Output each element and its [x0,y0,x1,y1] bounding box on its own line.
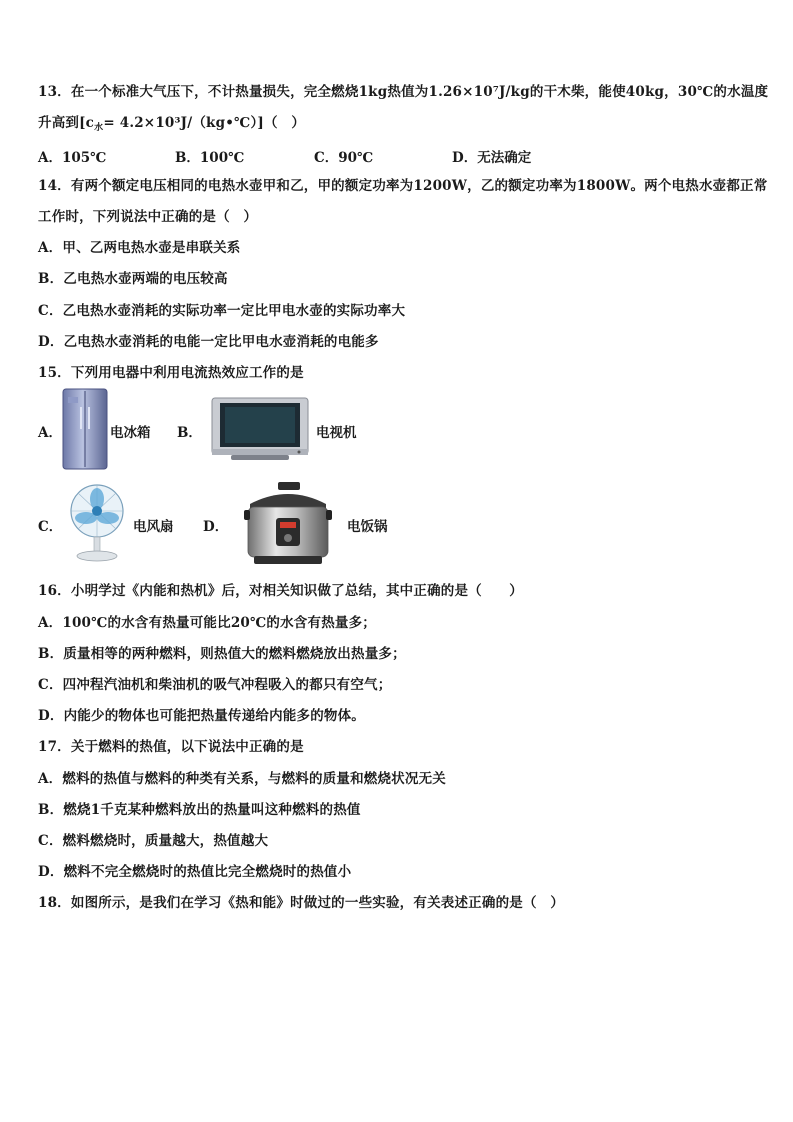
q16-option-a[interactable]: A．100℃的水含有热量可能比20℃的水含有热量多； [38,615,376,631]
q15-option-b-letter[interactable]: B． [177,425,202,441]
electric-fan-icon [66,483,128,563]
q14-stem-line2: 工作时，下列说法中正确的是（ ） [38,209,258,225]
q13-option-d[interactable]: D．无法确定 [452,150,532,166]
q14-option-c[interactable]: C．乙电热水壶消耗的实际功率一定比甲电水壶的实际功率大 [38,303,406,319]
q17-stem: 17．关于燃料的热值，以下说法中正确的是 [38,739,304,755]
q13-stem-line2-post: = 4.2×10³J/（kg•℃）]（ ） [103,115,306,131]
q15-option-d-label: 电饭锅 [347,519,388,535]
q15-option-a-label: 电冰箱 [110,425,151,441]
q13-option-a[interactable]: A．105℃ [38,150,107,166]
q15-option-c-letter[interactable]: C． [38,519,63,535]
q13-option-c[interactable]: C．90℃ [314,150,374,166]
q13-water-subscript: 水 [94,123,104,133]
q13-stem-line2 [38,114,305,137]
q15-option-a-letter[interactable]: A． [38,425,62,441]
television-icon [211,397,309,461]
q18-stem: 18．如图所示，是我们在学习《热和能》时做过的一些实验，有关表述正确的是（ ） [38,895,565,911]
q17-option-d[interactable]: D．燃料不完全燃烧时的热值比完全燃烧时的热值小 [38,864,352,880]
refrigerator-icon [60,387,110,471]
q15-option-d-letter[interactable]: D． [203,519,229,535]
q16-stem: 16．小明学过《内能和热机》后，对相关知识做了总结，其中正确的是（ ） [38,583,523,599]
q16-option-b[interactable]: B．质量相等的两种燃料，则热值大的燃料燃烧放出热量多； [38,646,406,662]
q16-option-d[interactable]: D．内能少的物体也可能把热量传递给内能多的物体。 [38,708,366,724]
q17-option-c[interactable]: C．燃料燃烧时，质量越大，热值越大 [38,833,269,849]
q14-option-b[interactable]: B．乙电热水壶两端的电压较高 [38,271,228,287]
q13-option-b[interactable]: B．100℃ [175,150,245,166]
rice-cooker-icon [242,480,334,568]
q13-stem-line2-pre: 升高到[c [38,115,95,131]
q17-option-a[interactable]: A．燃料的热值与燃料的种类有关系，与燃料的质量和燃烧状况无关 [38,771,446,787]
q17-option-b[interactable]: B．燃烧1千克某种燃料放出的热量叫这种燃料的热值 [38,802,361,818]
q15-option-c-label: 电风扇 [133,519,174,535]
q14-option-d[interactable]: D．乙电热水壶消耗的电能一定比甲电水壶消耗的电能多 [38,334,379,350]
q13-stem-line1: 13．在一个标准大气压下，不计热量损失，完全燃烧1kg热值为1.26×10⁷J/kg的干木柴，能使40kg，30℃的水温度 [38,84,769,100]
q14-option-a[interactable]: A．甲、乙两电热水壶是串联关系 [38,240,241,256]
q14-stem-line1: 14．有两个额定电压相同的电热水壶甲和乙，甲的额定功率为1200W，乙的额定功率为1800W。两个电热水壶都正常 [38,178,768,194]
q16-option-c[interactable]: C．四冲程汽油机和柴油机的吸气冲程吸入的都只有空气； [38,677,392,693]
q15-stem: 15．下列用电器中利用电流热效应工作的是 [38,365,304,381]
q15-option-b-label: 电视机 [316,425,357,441]
